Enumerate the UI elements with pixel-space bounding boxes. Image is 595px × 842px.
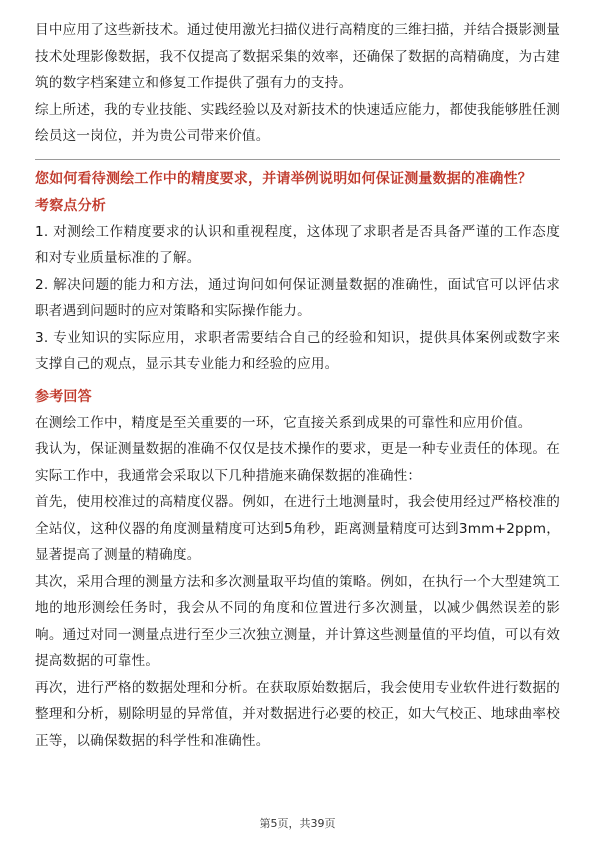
answer-paragraph-4: 其次，采用合理的测量方法和多次测量取平均值的策略。例如，在执行一个大型建筑工地的地形测绘任务时，我会从不同的角度和位置进行多次测量，以减少偶然误差的影响。通过对同一测量点进行至少三次独立测量，并计算这些测量值的平均值，可以有效提高数据的可靠性。: [35, 573, 560, 669]
analysis-item-2: 2. 解决问题的能力和方法，通过询问如何保证测量数据的准确性，面试官可以评估求职者遇到问题时的应对策略和实际操作能力。: [35, 276, 560, 319]
answer-paragraph-5: 再次，进行严格的数据处理和分析。在获取原始数据后，我会使用专业软件进行数据的整理和分析，剔除明显的异常值，并对数据进行必要的校正，如大气校正、地球曲率校正等，以确保数据的科学性和准确性。: [35, 679, 560, 749]
answer-heading: 参考回答: [35, 388, 92, 405]
intro-paragraph-1: 目中应用了这些新技术。通过使用激光扫描仪进行高精度的三维扫描，并结合摄影测量技术处理影像数据，我不仅提高了数据采集的效率，还确保了数据的高精确度，为古建筑的数字档案建立和修复工作提供了强有力的支持。: [35, 22, 560, 91]
analysis-item-3: 3. 专业知识的实际应用，求职者需要结合自己的经验和知识，提供具体案例或数字来支撑自己的观点，显示其专业能力和经验的应用。: [35, 329, 560, 372]
answer-paragraph-2: 我认为，保证测量数据的准确不仅仅是技术操作的要求，更是一种专业责任的体现。在实际工作中，我通常会采取以下几种措施来确保数据的准确性：: [35, 441, 560, 484]
section-divider: [35, 159, 560, 160]
analysis-item-1: 1. 对测绘工作精度要求的认识和重视程度，这体现了求职者是否具备严谨的工作态度和对专业质量标准的了解。: [35, 223, 560, 266]
intro-paragraph-2: 综上所述，我的专业技能、实践经验以及对新技术的快速适应能力，都使我能够胜任测绘员这一岗位，并为贵公司带来价值。: [35, 101, 560, 144]
analysis-heading: 考察点分析: [35, 197, 106, 214]
page-content: [35, 17, 560, 754]
page-number-footer: 第5页，共39页: [259, 817, 336, 830]
answer-paragraph-1: 在测绘工作中，精度是至关重要的一环，它直接关系到成果的可靠性和应用价值。: [35, 414, 532, 431]
question-heading: 您如何看待测绘工作中的精度要求，并请举例说明如何保证测量数据的准确性？: [35, 170, 532, 187]
answer-paragraph-3: 首先，使用校准过的高精度仪器。例如，在进行土地测量时，我会使用经过严格校准的全站仪，这种仪器的角度测量精度可达到5角秒，距离测量精度可达到3mm+2ppm，显著提高了测量的精确度。: [35, 494, 560, 563]
